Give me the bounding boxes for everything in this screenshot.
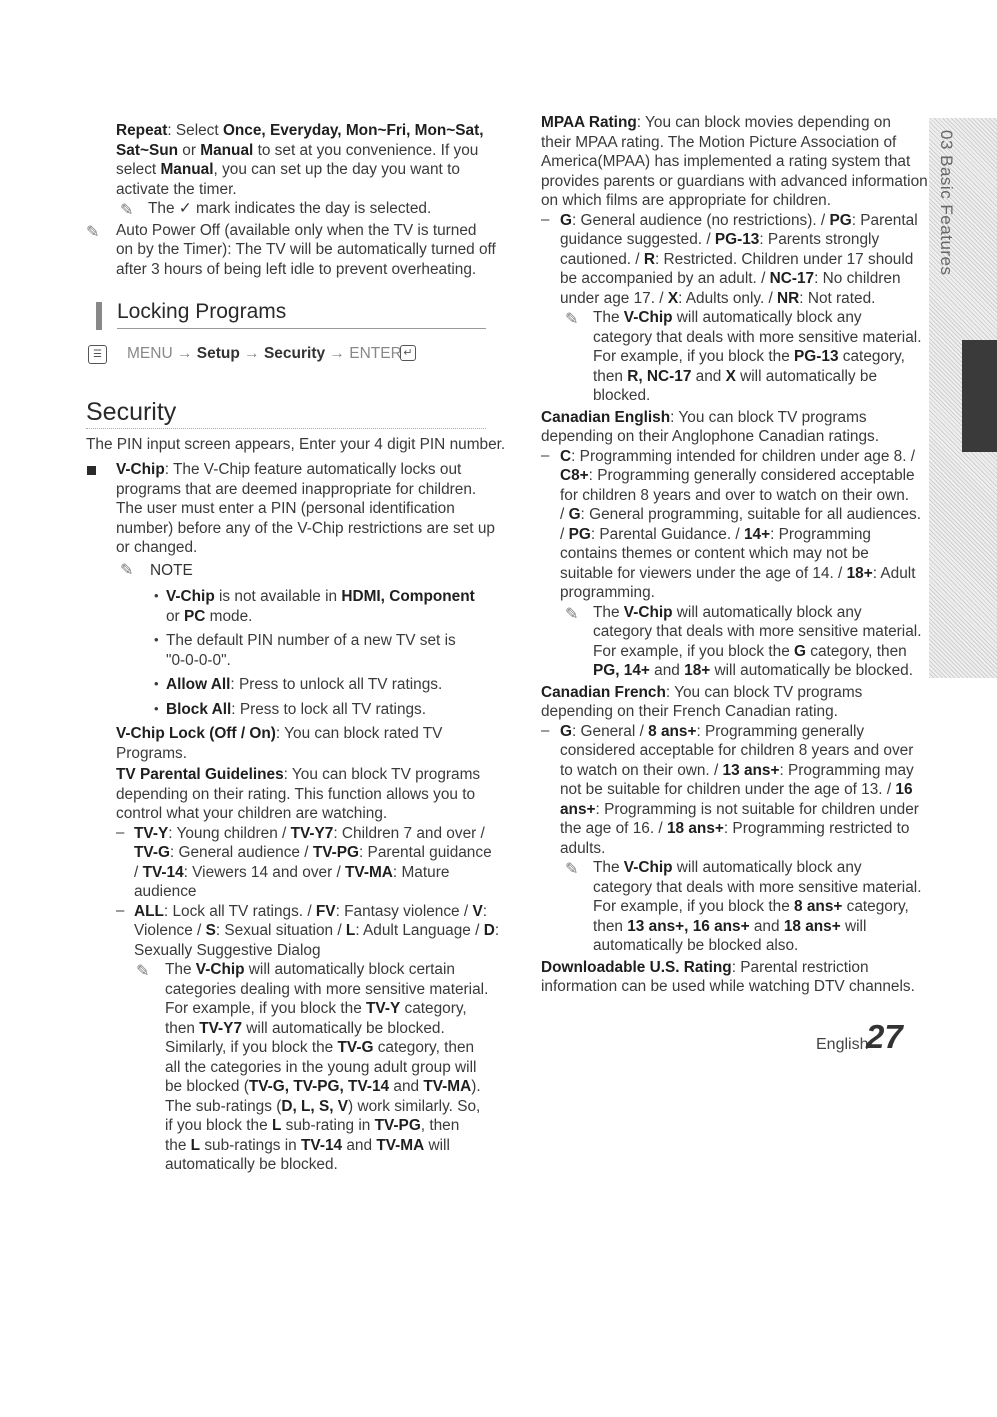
tv-note: For example, if you block the TV-Y category, [165,1000,467,1017]
dash-icon: – [541,210,550,228]
note-icon: ✎ [120,200,134,219]
canadian-french-note: then 13 ans+, 16 ans+ and 18 ans+ will [593,917,867,935]
dash-icon: – [541,721,550,739]
tv-note: all the categories in the young adult group will [165,1058,477,1076]
mpaa-paragraph: on which films are appropriate for children. [541,192,831,209]
tv-parental-paragraph: control what your children are watching. [116,805,388,822]
tv-subratings-list: Sexually Suggestive Dialog [134,941,321,959]
tv-note: if you block the L sub-rating in TV-PG, then [165,1117,460,1134]
section-title-security: Security [86,398,177,426]
menu-path [127,345,402,363]
canadian-french-list: the age of 16. / 18 ans+: Programming restricted to [560,820,910,837]
canadian-english-list: for children 8 years and over to watch on their own. [560,486,910,504]
section-divider [86,428,486,429]
mpaa-paragraph: MPAA Rating: You can block movies depending on [541,114,891,131]
section-marker [96,302,102,330]
tv-subratings-list: ALL: Lock all TV ratings. / FV: Fantasy violence / V: [134,902,487,920]
tv-note: then TV-Y7 will automatically be blocked. [165,1019,445,1037]
repeat-paragraph: activate the timer. [116,180,237,198]
note-icon: ✎ [565,603,579,623]
canadian-english-list: / G: General programming, suitable for all audiences. [560,506,922,523]
canadian-french-list: ans+: Programming is not suitable for children under [560,800,919,818]
mpaa-paragraph: their MPAA rating. The Motion Picture Association of [541,133,897,151]
mpaa-note: then R, NC-17 and X will automatically be [593,367,878,385]
canadian-english-note: The V-Chip will automatically block any [593,603,862,621]
bullet-icon: • [154,700,159,716]
section-divider [117,328,486,329]
bullet-icon: • [154,676,159,691]
note-icon: ✎ [565,309,579,328]
canadian-french-list: to watch on their own. / 13 ans+: Programming may [560,761,914,779]
mpaa-note: category that deals with more sensitive material. [593,328,922,346]
tv-ratings-list: audience [134,883,197,900]
tv-note: categories dealing with more sensitive material. [165,980,489,998]
mpaa-ratings-list: cautioned. / R: Restricted. Children under 17 should [560,250,914,268]
canadian-french-list: G: General / 8 ans+: Programming generally [560,722,865,740]
vchip-paragraph: The user must enter a PIN (personal identification [116,500,455,517]
tv-ratings-list: / TV-14: Viewers 14 and over / TV-MA: Mature [134,863,450,881]
note-bullet: Block All: Press to lock all TV ratings. [166,700,427,718]
section-title-locking-programs: Locking Programs [117,300,287,323]
mpaa-paragraph: provides parents or guardians with advanced information [541,172,928,190]
downloadable-rating-paragraph: information can be used while watching DTV channels. [541,978,915,995]
repeat-paragraph: select Manual, you can set up the day you want to [116,161,460,178]
vchip-lock-paragraph: V-Chip Lock (Off / On): You can block rated TV [116,725,443,742]
note-bullet: "0-0-0-0". [166,651,231,669]
canadian-french-note: The V-Chip will automatically block any [593,859,862,876]
note-icon: ✎ [86,221,100,241]
mpaa-ratings-list: be accompanied by an adult. / NC-17: No children [560,270,901,287]
note-bullet: V-Chip is not available in HDMI, Component [166,588,475,605]
mpaa-ratings-list: under age 17. / X: Adults only. / NR: Not rated. [560,289,876,307]
note-bullet: Allow All: Press to unlock all TV ratings. [166,676,443,693]
tv-note: be blocked (TV-G, TV-PG, TV-14 and TV-MA). [165,1078,481,1095]
canadian-english-note: PG, 14+ and 18+ will automatically be blocked. [593,662,913,679]
vchip-paragraph: programs that are deemed inappropriate for children. [116,480,477,498]
canadian-french-paragraph: Canadian French: You can block TV programs [541,683,863,701]
note-bullet: or PC mode. [166,607,253,625]
canadian-english-list: suitable for viewers under the age of 14. / 18+: Adult [560,564,916,582]
menu-path-prefix: MENU [127,345,173,362]
menu-path-security: Security [263,345,326,362]
chapter-side-marker [962,340,997,452]
canadian-english-note: For example, if you block the G category, then [593,642,907,660]
canadian-english-list: / PG: Parental Guidance. / 14+: Programming [560,525,871,543]
tv-subratings-list: Violence / S: Sexual situation / L: Adult Language / D: [134,922,500,939]
vchip-paragraph: V-Chip: The V-Chip feature automatically locks out [116,461,462,478]
footer-page-number: 27 [866,1018,903,1055]
enter-icon: ↵ [400,345,416,361]
canadian-french-note: category that deals with more sensitive material. [593,878,922,896]
menu-path-enter: ENTER [349,345,402,362]
canadian-french-note: automatically be blocked also. [593,937,799,954]
canadian-english-list: C8+: Programming generally considered acceptable [560,467,915,484]
chapter-side-label-text: 03 Basic Features [937,130,956,276]
pin-instruction: The PIN input screen appears, Enter your 4 digit PIN number. [86,436,506,453]
auto-power-paragraph: Auto Power Off (available only when the TV is turned [116,221,477,239]
mpaa-ratings-list: guidance suggested. / PG-13: Parents strongly [560,231,880,248]
dash-icon: – [116,901,125,919]
mpaa-note: blocked. [593,387,651,404]
downloadable-rating-paragraph: Downloadable U.S. Rating: Parental restriction [541,958,869,976]
tv-ratings-list: TV-Y: Young children / TV-Y7: Children 7 and over / [134,824,485,842]
note-icon: ✎ [120,559,134,579]
note-bullet: The default PIN number of a new TV set is [166,632,456,649]
vchip-paragraph: number) before any of the V-Chip restrictions are set up [116,519,495,537]
canadian-french-list: not be suitable for children under the age of 13. / 16 [560,781,913,798]
bullet-icon: • [154,632,159,647]
footer-language: English [816,1036,869,1053]
tv-ratings-list: TV-G: General audience / TV-PG: Parental guidance [134,844,492,861]
canadian-french-note: For example, if you block the 8 ans+ category, [593,898,909,915]
canadian-english-paragraph: depending on their Anglophone Canadian ratings. [541,428,880,445]
tv-note: the L sub-ratings in TV-14 and TV-MA will [165,1136,450,1154]
mpaa-ratings-list: G: General audience (no restrictions). / PG: Parental [560,211,918,229]
canadian-english-note: category that deals with more sensitive material. [593,623,922,640]
mpaa-paragraph: America(MPAA) has implemented a rating system that [541,153,911,170]
arrow-icon: → [172,345,197,362]
canadian-english-list: C: Programming intended for children under age 8. / [560,447,916,465]
auto-power-paragraph: on by the Timer): The TV will be automatically turned off [116,241,496,258]
tv-note: Similarly, if you block the TV-G category, then [165,1039,475,1056]
tv-parental-paragraph: TV Parental Guidelines: You can block TV programs [116,766,481,783]
tv-note: The sub-ratings (D, L, S, V) work similarly. So, [165,1097,481,1115]
repeat-paragraph: Repeat: Select Once, Everyday, Mon~Fri, Mon~Sat, [116,122,484,139]
repeat-note: The ✓ mark indicates the day is selected. [148,200,432,217]
bullet-icon [87,466,96,475]
dash-icon: – [116,823,125,841]
canadian-english-paragraph: Canadian English: You can block TV programs [541,408,867,426]
mpaa-note: The V-Chip will automatically block any [593,309,862,326]
canadian-french-list: adults. [560,839,606,857]
canadian-english-list: programming. [560,584,655,601]
note-label: NOTE [150,561,193,579]
note-icon: ✎ [136,961,150,980]
vchip-lock-paragraph: Programs. [116,744,187,762]
menu-path-setup: Setup [196,345,240,362]
note-icon: ✎ [565,859,579,878]
dash-icon: – [541,446,550,464]
arrow-icon: → [239,345,264,362]
menu-icon: ☰ [88,345,107,364]
tv-note: The V-Chip will automatically block certain [165,961,455,978]
tv-parental-paragraph: depending on their rating. This function allows you to [116,785,476,803]
arrow-icon: → [325,345,350,362]
bullet-icon: • [154,588,159,603]
chapter-side-label [932,130,962,290]
mpaa-note: For example, if you block the PG-13 category, [593,348,905,365]
repeat-paragraph: Sat~Sun or Manual to set at you convenience. If you [116,141,479,159]
canadian-english-list: contains themes or content which may not be [560,545,869,562]
canadian-french-paragraph: depending on their French Canadian rating. [541,703,838,720]
tv-note: automatically be blocked. [165,1156,338,1173]
auto-power-paragraph: after 3 hours of being left idle to prevent overheating. [116,260,477,278]
canadian-french-list: considered acceptable for children 8 years and over [560,742,914,759]
vchip-paragraph: or changed. [116,539,198,556]
